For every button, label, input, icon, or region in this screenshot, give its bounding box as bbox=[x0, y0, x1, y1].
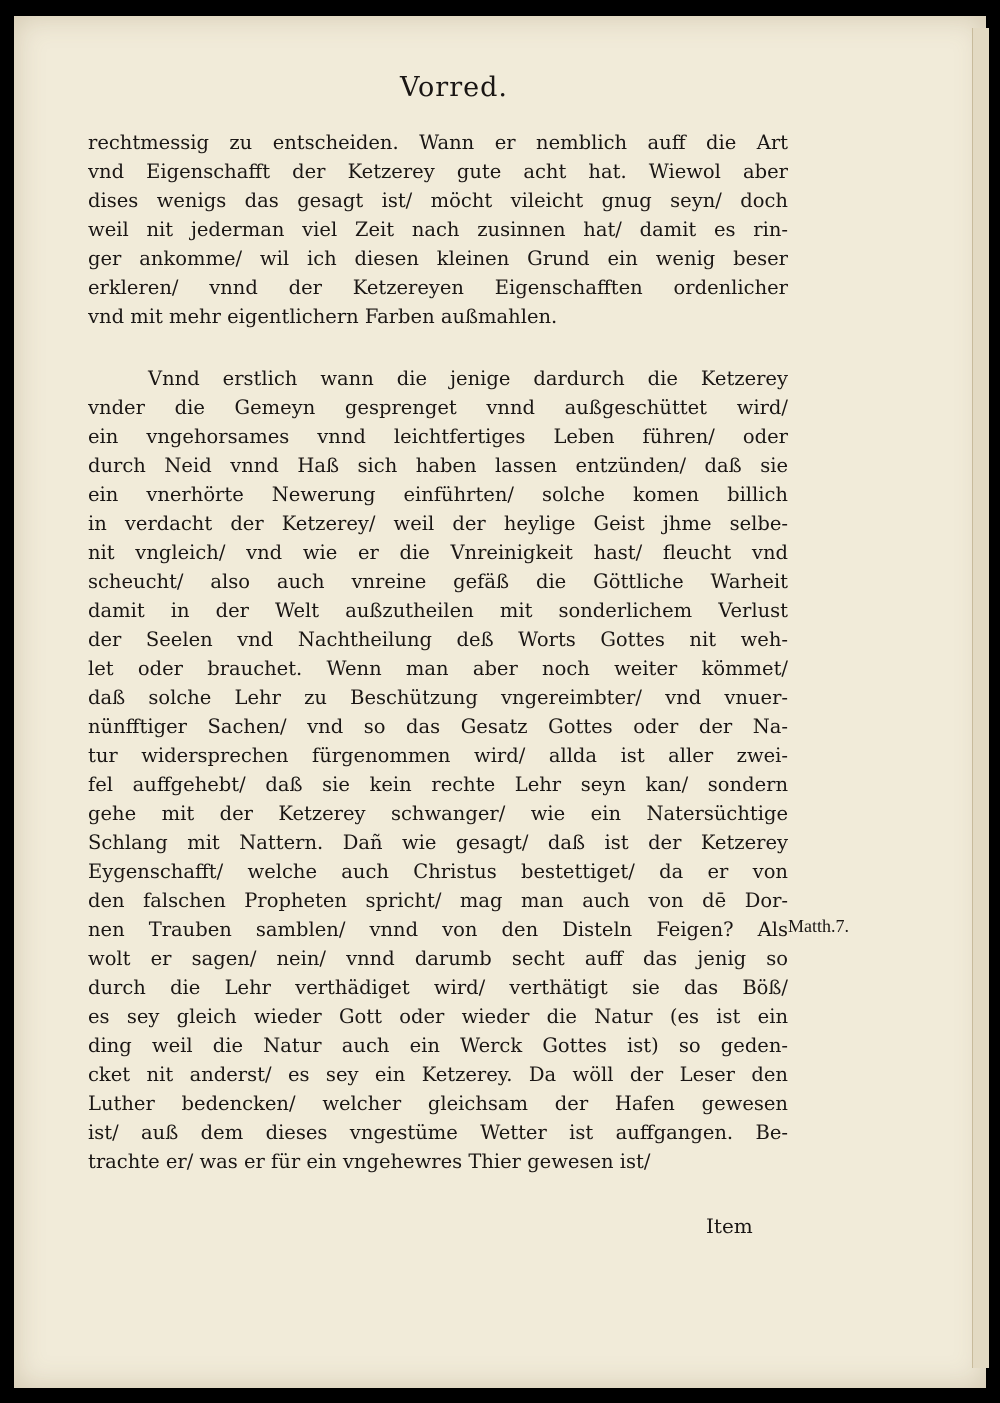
text-line: es sey gleich wieder Gott oder wieder die Natur (es ist ein bbox=[88, 1005, 788, 1028]
paragraph-2 bbox=[88, 364, 788, 1176]
paragraph-1 bbox=[88, 128, 788, 331]
text-line: ger ankomme/ wil ich diesen kleinen Grund ein wenig beser bbox=[88, 247, 788, 270]
text-line: weil nit jederman viel Zeit nach zusinnen hat/ damit es rin- bbox=[88, 218, 788, 241]
text-line: vnder die Gemeyn gesprenget vnnd außgeschüttet wird/ bbox=[88, 396, 788, 419]
text-line: nen Trauben samblen/ vnnd von den Disteln Feigen? Als bbox=[88, 918, 788, 941]
text-line: erkleren/ vnnd der Ketzereyen Eigenschafften ordenlicher bbox=[88, 276, 788, 299]
text-line: damit in der Welt außzutheilen mit sonderlichem Verlust bbox=[88, 599, 788, 622]
text-line: ein vnerhörte Newerung einführten/ solche komen billich bbox=[88, 483, 788, 506]
text-line: Luther bedencken/ welcher gleichsam der Hafen gewesen bbox=[88, 1092, 788, 1115]
text-line: nünfftiger Sachen/ vnd so das Gesatz Gottes oder der Na- bbox=[88, 715, 788, 738]
text-line: Eygenschafft/ welche auch Christus bestettiget/ da er von bbox=[88, 860, 788, 883]
text-line: fel auffgehebt/ daß sie kein rechte Lehr seyn kan/ sondern bbox=[88, 773, 788, 796]
text-line: wolt er sagen/ nein/ vnnd darumb secht auff das jenig so bbox=[88, 947, 788, 970]
text-line: in verdacht der Ketzerey/ weil der heylige Geist jhme selbe- bbox=[88, 512, 788, 535]
text-line: nit vngleich/ vnd wie er die Vnreinigkeit hast/ fleucht vnd bbox=[88, 541, 788, 564]
text-line: Vnnd erstlich wann die jenige dardurch die Ketzerey bbox=[148, 367, 788, 390]
text-line: durch die Lehr verthädiget wird/ verthätigt sie das Böß/ bbox=[88, 976, 788, 999]
marginal-note: Matth.7. bbox=[788, 916, 849, 936]
text-line: rechtmessig zu entscheiden. Wann er nemblich auff die Art bbox=[88, 131, 788, 154]
catchword: Item bbox=[706, 1214, 753, 1238]
running-header: Vorred. bbox=[400, 72, 508, 103]
text-line: der Seelen vnd Nachtheilung deß Worts Gottes nit weh- bbox=[88, 628, 788, 651]
text-line: ein vngehorsames vnnd leichtfertiges Leben führen/ oder bbox=[88, 425, 788, 448]
text-line: ist/ auß dem dieses vngestüme Wetter ist auffgangen. Be- bbox=[88, 1121, 788, 1144]
text-line: daß solche Lehr zu Beschützung vngereimbter/ vnd vnuer- bbox=[88, 686, 788, 709]
text-line: cket nit anderst/ es sey ein Ketzerey. Da wöll der Leser den bbox=[88, 1063, 788, 1086]
text-line: let oder brauchet. Wenn man aber noch weiter kömmet/ bbox=[88, 657, 788, 680]
text-line: scheucht/ also auch vnreine gefäß die Göttliche Warheit bbox=[88, 570, 788, 593]
text-line: trachte er/ was er für ein vngehewres Thier gewesen ist/ bbox=[88, 1150, 651, 1173]
text-line: gehe mit der Ketzerey schwanger/ wie ein Natersüchtige bbox=[88, 802, 788, 825]
text-line: dises wenigs das gesagt ist/ möcht vileicht gnug seyn/ doch bbox=[88, 189, 788, 212]
text-line: ding weil die Natur auch ein Werck Gottes ist) so geden- bbox=[88, 1034, 788, 1057]
page-edge bbox=[972, 28, 989, 1368]
text-line: vnd mit mehr eigentlichern Farben außmahlen. bbox=[88, 305, 558, 328]
text-line: tur widersprechen fürgenommen wird/ allda ist aller zwei- bbox=[88, 744, 788, 767]
text-line: vnd Eigenschafft der Ketzerey gute acht hat. Wiewol aber bbox=[88, 160, 788, 183]
text-line: Schlang mit Nattern. Dañ wie gesagt/ daß ist der Ketzerey bbox=[88, 831, 788, 854]
text-line: durch Neid vnnd Haß sich haben lassen entzünden/ daß sie bbox=[88, 454, 788, 477]
text-line: den falschen Propheten spricht/ mag man auch von dē Dor- bbox=[88, 889, 788, 912]
